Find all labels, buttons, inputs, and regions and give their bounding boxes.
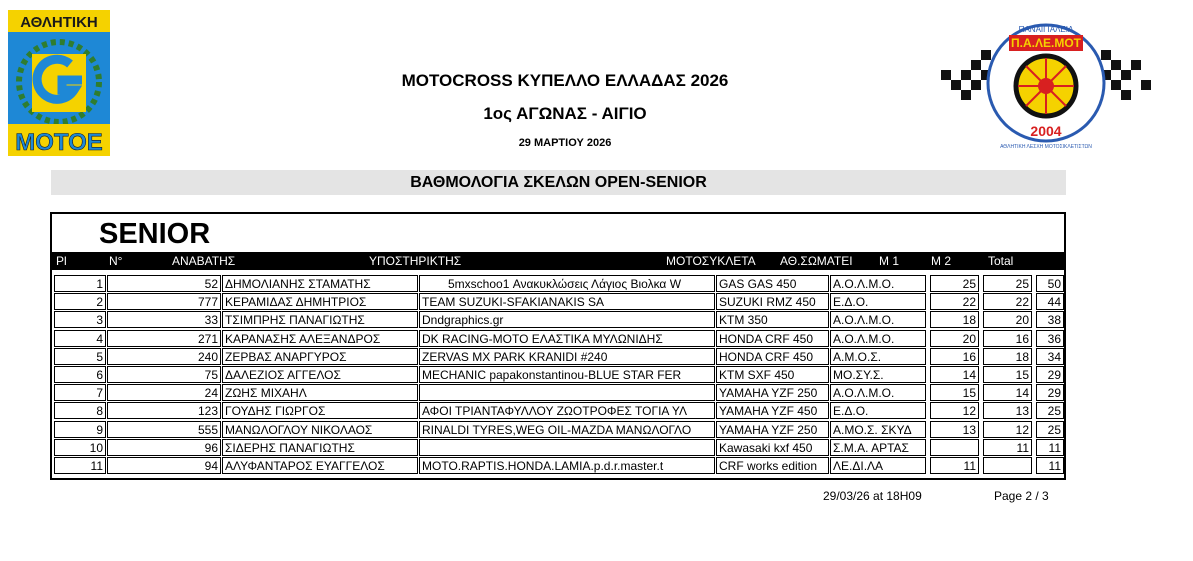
cell-moto2: 18 [983, 348, 1032, 365]
cell-sponsor: DK RACING-MOTO ΕΛΑΣΤΙΚΑ ΜΥΛΩΝΙΔΗΣ [419, 330, 715, 347]
col-header-club: ΑΘ.ΣΩΜΑΤΕΙ [780, 254, 853, 268]
cell-total: 11 [1036, 457, 1064, 474]
cell-total: 50 [1036, 275, 1064, 292]
col-header-m2: Μ 2 [931, 254, 952, 268]
cell-moto1: 12 [930, 402, 979, 419]
cell-number: 33 [107, 311, 221, 328]
cell-total: 29 [1036, 384, 1064, 401]
cell-club: ΛΕ.ΔΙ.ΛΑ [830, 457, 926, 474]
logo-left-bottom-text: ΜΟΤΟΕ [15, 129, 103, 156]
cell-bike: GAS GAS 450 [716, 275, 829, 292]
event-subtitle: 1ος ΑΓΩΝΑΣ - ΑΙΓΙΟ [483, 104, 647, 123]
palemot-logo [933, 8, 1159, 158]
col-header-total: Total [988, 254, 1014, 268]
table-row [54, 457, 1064, 475]
col-header-bike: ΜΟΤΟΣΥΚΛΕΤΑ [666, 254, 756, 268]
table-header [52, 252, 1064, 270]
cell-bike: Kawasaki kxf 450 [716, 439, 829, 456]
cell-rider: ΔΗΜΟΛΙΑΝΗΣ ΣΤΑΜΑΤΗΣ [222, 275, 418, 292]
col-header-sponsor: ΥΠΟΣΤΗΡΙΚΤΗΣ [369, 254, 462, 268]
cell-rider: ΑΛΥΦΑΝΤΑΡΟΣ ΕΥΑΓΓΕΛΟΣ [222, 457, 418, 474]
cell-place: 9 [54, 421, 106, 438]
cell-bike: YAMAHA YZF 250 [716, 421, 829, 438]
cell-bike: CRF works edition [716, 457, 829, 474]
cell-sponsor: MOTO.RAPTIS.HONDA.LAMIA.p.d.r.master.t [419, 457, 715, 474]
cell-rider: ΣΙΔΕΡΗΣ ΠΑΝΑΓΙΩΤΗΣ [222, 439, 418, 456]
cell-number: 271 [107, 330, 221, 347]
table-row [54, 311, 1064, 329]
cell-place: 4 [54, 330, 106, 347]
cell-total: 11 [1036, 439, 1064, 456]
cell-club: Α.Ο.Λ.Μ.Ο. [830, 330, 926, 347]
cell-total: 25 [1036, 421, 1064, 438]
cell-rider: ΤΣΙΜΠΡΗΣ ΠΑΝΑΓΙΩΤΗΣ [222, 311, 418, 328]
table-row [54, 402, 1064, 420]
cell-moto1: 14 [930, 366, 979, 383]
cell-total: 25 [1036, 402, 1064, 419]
table-row [54, 330, 1064, 348]
event-date: 29 ΜΑΡΤΙΟΥ 2026 [518, 137, 612, 149]
logo-right-mid-text: Π.Α.ΛΕ.ΜΟΤ [1010, 36, 1082, 50]
cell-place: 2 [54, 293, 106, 310]
cell-rider: ΚΕΡΑΜΙΔΑΣ ΔΗΜΗΤΡΙΟΣ [222, 293, 418, 310]
cell-sponsor: 5mxschoo1 Ανακυκλώσεις Λάγιος Βιολκα W [419, 275, 715, 292]
cell-rider: ΖΩΗΣ ΜΙΧΑΗΛ [222, 384, 418, 401]
cell-moto2: 12 [983, 421, 1032, 438]
cell-moto2: 20 [983, 311, 1032, 328]
cell-bike: YAMAHA YZF 250 [716, 384, 829, 401]
table-row [54, 439, 1064, 457]
cell-bike: YAMAHA YZF 450 [716, 402, 829, 419]
cell-number: 123 [107, 402, 221, 419]
cell-moto2 [983, 457, 1032, 474]
cell-number: 52 [107, 275, 221, 292]
cell-place: 11 [54, 457, 106, 474]
cell-place: 1 [54, 275, 106, 292]
cell-total: 34 [1036, 348, 1064, 365]
table-row [54, 384, 1064, 402]
cell-moto1: 15 [930, 384, 979, 401]
col-header-rider: ΑΝΑΒΑΤΗΣ [172, 254, 236, 268]
col-header-m1: Μ 1 [879, 254, 900, 268]
cell-sponsor [419, 439, 715, 456]
cell-number: 240 [107, 348, 221, 365]
cell-rider: ΓΟΥΔΗΣ ΓΙΩΡΓΟΣ [222, 402, 418, 419]
page-number: Page 2 / 3 [994, 489, 1049, 503]
cell-rider: ΖΕΡΒΑΣ ΑΝΑΡΓΥΡΟΣ [222, 348, 418, 365]
cell-bike: SUZUKI RMZ 450 [716, 293, 829, 310]
cell-club: Σ.Μ.Α. ΑΡΤΑΣ [830, 439, 926, 456]
table-row [54, 293, 1064, 311]
cell-total: 29 [1036, 366, 1064, 383]
cell-sponsor [419, 384, 715, 401]
cell-bike: HONDA CRF 450 [716, 330, 829, 347]
cell-moto1 [930, 439, 979, 456]
col-header-pl: Pl [56, 254, 67, 268]
cell-moto2: 13 [983, 402, 1032, 419]
cell-total: 44 [1036, 293, 1064, 310]
cell-moto1: 20 [930, 330, 979, 347]
logo-right-bottom-text: ΑΘΛΗΤΙΚΗ ΛΕΣΧΗ ΜΟΤΟΣΙΚΛΕΤΙΣΤΩΝ [1000, 144, 1092, 150]
cell-moto2: 11 [983, 439, 1032, 456]
cell-place: 7 [54, 384, 106, 401]
cell-sponsor: ΑΦΟΙ ΤΡΙΑΝΤΑΦΥΛΛΟΥ ΖΩΟΤΡΟΦΕΣ ΤΟΓΙΑ ΥΛ [419, 402, 715, 419]
cell-club: Α.Ο.Λ.Μ.Ο. [830, 311, 926, 328]
cell-club: Α.Ο.Λ.Μ.Ο. [830, 275, 926, 292]
cell-moto1: 22 [930, 293, 979, 310]
logo-left-top-text: ΑΘΛΗΤΙΚΗ [20, 14, 98, 31]
cell-place: 5 [54, 348, 106, 365]
table-row [54, 275, 1064, 293]
cell-place: 6 [54, 366, 106, 383]
cell-moto2: 22 [983, 293, 1032, 310]
logo-right-top-text: ΠΑΝΑΙΓΙΑΛΕΙΑ [1018, 25, 1074, 34]
cell-sponsor: RINALDI TYRES,WEG OIL-MAZDA ΜΑΝΩΛΟΓΛΟ [419, 421, 715, 438]
cell-club: Ε.Δ.Ο. [830, 402, 926, 419]
cell-number: 777 [107, 293, 221, 310]
cell-bike: HONDA CRF 450 [716, 348, 829, 365]
table-row [54, 366, 1064, 384]
section-title: ΒΑΘΜΟΛΟΓΙΑ ΣΚΕΛΩΝ OPEN-SENIOR [51, 170, 1066, 195]
cell-sponsor: MECHANIC papakonstantinou-BLUE STAR FER [419, 366, 715, 383]
cell-moto2: 25 [983, 275, 1032, 292]
cell-moto2: 15 [983, 366, 1032, 383]
cell-rider: ΚΑΡΑΝΑΣΗΣ ΑΛΕΞΑΝΔΡΟΣ [222, 330, 418, 347]
cell-total: 38 [1036, 311, 1064, 328]
cell-rider: ΔΑΛΕΖΙΟΣ ΑΓΓΕΛΟΣ [222, 366, 418, 383]
cell-club: Ε.Δ.Ο. [830, 293, 926, 310]
results-table [54, 275, 1064, 475]
cell-number: 94 [107, 457, 221, 474]
cell-total: 36 [1036, 330, 1064, 347]
cell-place: 3 [54, 311, 106, 328]
cell-moto2: 14 [983, 384, 1032, 401]
motoe-logo [8, 10, 110, 156]
cell-number: 75 [107, 366, 221, 383]
cell-bike: KTM 350 [716, 311, 829, 328]
table-row [54, 348, 1064, 366]
cell-moto1: 11 [930, 457, 979, 474]
cell-place: 10 [54, 439, 106, 456]
cell-bike: KTM SXF 450 [716, 366, 829, 383]
cell-place: 8 [54, 402, 106, 419]
cell-number: 96 [107, 439, 221, 456]
print-timestamp: 29/03/26 at 18H09 [823, 489, 922, 503]
cell-club: Α.Μ.Ο.Σ. [830, 348, 926, 365]
cell-rider: ΜΑΝΩΛΟΓΛΟΥ ΝΙΚΟΛΑΟΣ [222, 421, 418, 438]
logo-right-year-text: 2004 [1030, 123, 1062, 139]
cell-number: 555 [107, 421, 221, 438]
cell-sponsor: TEAM SUZUKI-SFAKIANAKIS SA [419, 293, 715, 310]
table-row [54, 421, 1064, 439]
cell-number: 24 [107, 384, 221, 401]
cell-moto1: 25 [930, 275, 979, 292]
cell-moto2: 16 [983, 330, 1032, 347]
cell-sponsor: Dndgraphics.gr [419, 311, 715, 328]
cell-moto1: 18 [930, 311, 979, 328]
category-title: SENIOR [99, 218, 211, 250]
cell-club: Α.Ο.Λ.Μ.Ο. [830, 384, 926, 401]
event-title: MOTOCROSS ΚΥΠΕΛΛΟ ΕΛΛΑΔΑΣ 2026 [401, 71, 729, 90]
cell-club: ΜΟ.ΣΥ.Σ. [830, 366, 926, 383]
cell-sponsor: ZERVAS MX PARK KRANIDI #240 [419, 348, 715, 365]
col-header-no: N° [109, 254, 123, 268]
cell-club: Α.ΜΟ.Σ. ΣΚΥΔ [830, 421, 926, 438]
cell-moto1: 13 [930, 421, 979, 438]
cell-moto1: 16 [930, 348, 979, 365]
